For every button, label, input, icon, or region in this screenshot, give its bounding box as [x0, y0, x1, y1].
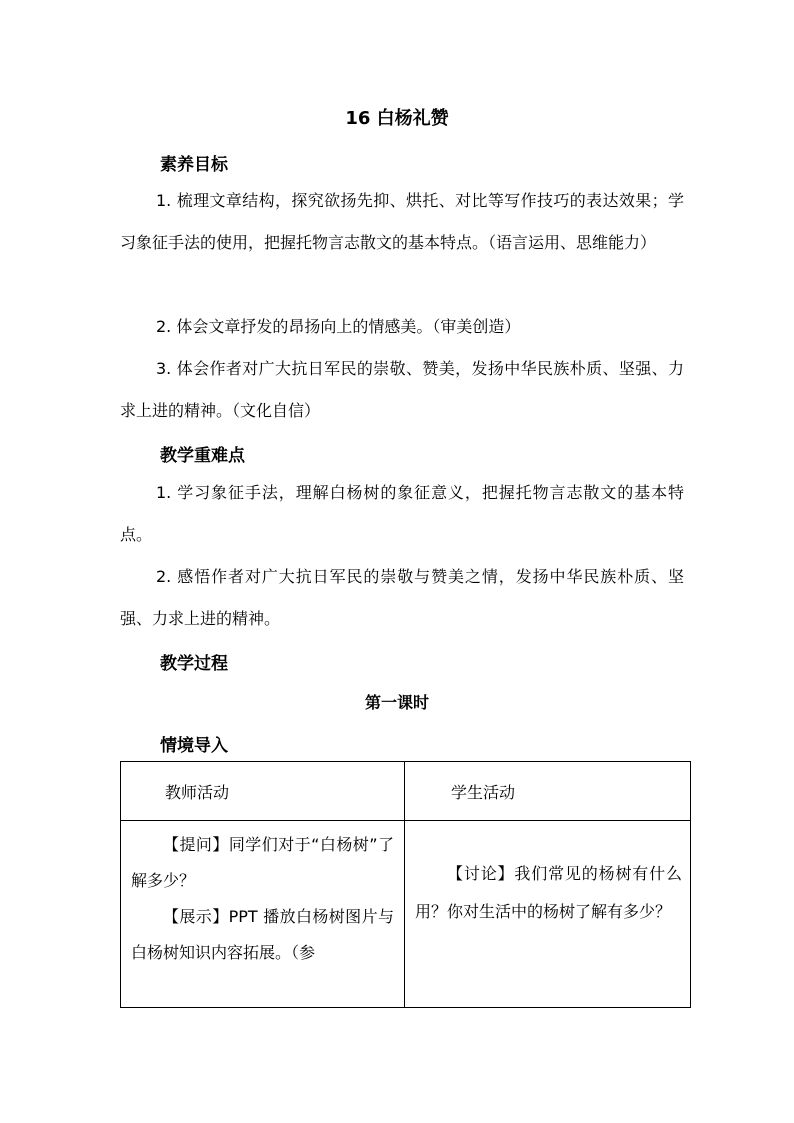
teacher-activity-cell [121, 821, 405, 1008]
table-header-row [121, 762, 691, 821]
heading-teaching-process: 教学过程 [160, 654, 228, 674]
teacher-display: 【展示】PPT 播放白杨树图片与白杨树知识内容拓展。（参 [131, 907, 394, 962]
goal-item-1: 1. 梳理文章结构，探究欲扬先抑、烘托、对比等写作技巧的表达效果；学习象征手法的使用，把握托物言志散文的基本特点。（语言运用、思维能力） [120, 191, 684, 252]
document-title: 16 白杨礼赞 [345, 108, 449, 129]
heading-key-points: 教学重难点 [160, 446, 245, 466]
lesson-title: 第一课时 [364, 693, 429, 712]
header-teacher-cell [121, 762, 405, 821]
teacher-question: 【提问】同学们对于“白杨树”了解多少？ [131, 835, 394, 890]
header-student-cell [405, 762, 691, 821]
student-activity-cell [405, 821, 691, 1008]
table-row [121, 821, 691, 1008]
goal-item-3: 3. 体会作者对广大抗日军民的崇敬、赞美，发扬中华民族朴质、坚强、力求上进的精神。（文化自信） [120, 359, 684, 420]
heading-literacy-goals: 素养目标 [160, 155, 228, 175]
header-teacher-activity: 教师活动 [165, 783, 230, 802]
key-point-2: 2. 感悟作者对广大抗日军民的崇敬与赞美之情，发扬中华民族朴质、坚强、力求上进的精神。 [120, 567, 684, 628]
goal-item-2: 2. 体会文章抒发的昂扬向上的情感美。（审美创造） [156, 317, 521, 336]
activity-table [120, 761, 691, 1008]
heading-scenario-intro: 情境导入 [160, 736, 228, 756]
student-discussion: 【讨论】我们常见的杨树有什么用？你对生活中的杨树了解有多少？ [415, 864, 682, 921]
key-point-1: 1. 学习象征手法，理解白杨树的象征意义，把握托物言志散文的基本特点。 [120, 483, 684, 544]
header-student-activity: 学生活动 [451, 783, 516, 802]
